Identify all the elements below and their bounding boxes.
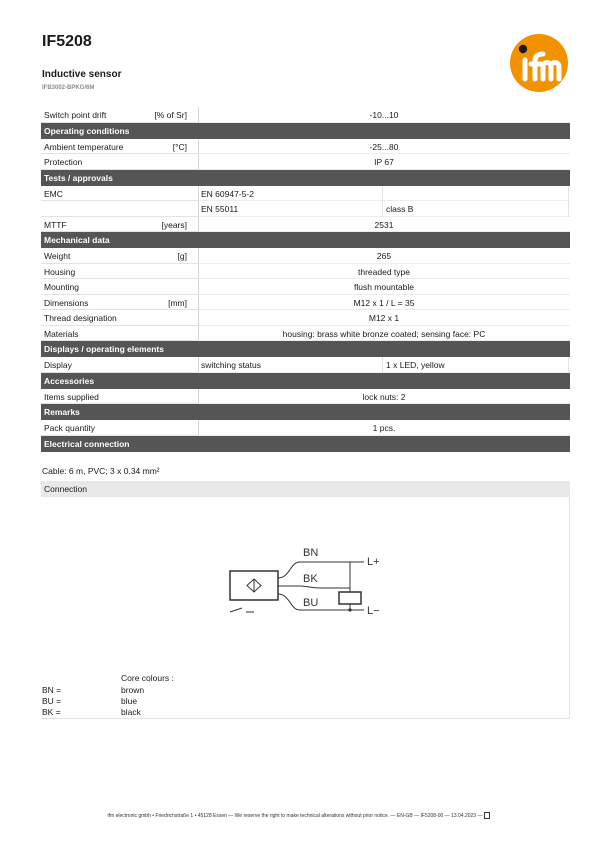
wire-bn-label: BN [303,547,319,559]
wire-bu-label: BU [303,597,319,609]
cable-spec: Cable: 6 m, PVC; 3 x 0.34 mm² [42,466,160,476]
load-symbol [339,592,361,604]
connection-box-border [569,497,570,719]
section-header [41,123,570,139]
ifm-logo [509,33,569,93]
spec-label: MTTF [44,219,67,230]
product-subtitle: Inductive sensor [42,69,122,80]
spec-value: M12 x 1 / L = 35 [353,297,415,308]
spec-value: -10...10 [369,110,399,120]
spec-row [41,264,570,280]
section-title: Operating conditions [44,125,130,136]
page-marker-icon [484,812,490,819]
spec-label: Mounting [44,282,79,292]
spec-label: Switch point drift [44,110,107,120]
connection-box-bottom [41,718,570,719]
spec-row [41,154,570,170]
spec-label: Display [44,360,72,370]
supply-plus-label: L+ [367,556,380,568]
spec-row [41,186,570,202]
spec-value: flush mountable [353,282,414,292]
spec-value: M12 x 1 [368,313,400,323]
section-header [41,341,570,357]
spec-unit: [% of Sr] [154,110,187,120]
spec-label: Dimensions [44,297,89,308]
spec-value: housing: brass white bronze coated; sensing face: PC [282,328,486,339]
spec-row [41,389,570,405]
core-abbr: BK = [42,707,61,717]
spec-value: switching status [201,360,261,370]
spec-value-secondary: 1 x LED, yellow [386,360,445,370]
spec-unit: [g] [177,251,187,261]
spec-label: Housing [44,266,76,277]
core-color: brown [121,685,145,695]
supply-minus-label: L− [367,605,380,617]
spec-value-secondary: class B [386,204,414,214]
spec-value: IP 67 [374,157,394,167]
section-header [41,373,570,389]
connection-label: Connection [44,484,88,494]
spec-row [41,279,570,295]
spec-row [41,310,570,326]
spec-label: Thread designation [44,313,117,323]
spec-table [41,107,570,452]
spec-label: Ambient temperature [44,141,124,152]
spec-row [41,107,570,123]
footer [0,812,598,819]
spec-unit: [°C] [172,141,187,152]
section-title: Remarks [44,407,80,417]
spec-row [41,248,570,264]
spec-value: EN 55011 [201,204,239,214]
core-color: blue [121,696,138,706]
spec-unit: [mm] [168,297,187,308]
spec-label: Pack quantity [44,423,96,433]
core-row [42,696,137,706]
wire-bk-label: BK [303,573,318,585]
spec-row [41,420,570,436]
spec-value: 265 [376,251,392,261]
section-header [41,232,570,248]
section-title: Tests / approvals [44,172,113,183]
core-row [42,685,144,695]
spec-value: -25...80 [369,141,399,152]
core-abbr: BN = [42,685,62,695]
product-title: IF5208 [42,33,92,50]
core-colours-title: Core colours : [121,673,174,683]
article-number: IFB3002-BPKG/6M [42,85,95,91]
spec-row [41,217,570,233]
spec-row [41,295,570,311]
spec-label: Materials [44,328,79,339]
connection-header [41,481,570,497]
section-header [41,404,570,420]
spec-label: EMC [44,188,63,199]
section-header [41,436,570,452]
spec-unit: [years] [161,219,187,230]
core-abbr: BU = [42,696,62,706]
spec-value: 1 pcs. [372,423,396,433]
spec-row [41,357,570,373]
footer-text: ifm electronic gmbh • Friedrichstraße 1 • 45128 Essen — We reserve the right to make technical alterations without prior notice. — EN-GB — IF5208-00 — 13.04.2023 — [107,812,483,819]
spec-value: EN 60947-5-2 [201,188,254,199]
section-header [41,170,570,186]
spec-row [41,201,570,217]
spec-value: threaded type [358,266,410,277]
spec-row [41,139,570,155]
wiring-diagram [226,540,396,620]
section-title: Accessories [44,375,95,386]
spec-label: Weight [44,251,71,261]
core-row [42,707,141,717]
section-title: Displays / operating elements [44,344,164,354]
spec-label: Items supplied [44,391,99,402]
spec-value: 2531 [374,219,394,230]
spec-row [41,326,570,342]
spec-value: lock nuts: 2 [362,391,406,402]
section-title: Electrical connection [44,438,130,449]
spec-label: Protection [44,157,83,167]
section-title: Mechanical data [44,235,110,245]
core-color: black [121,707,141,717]
